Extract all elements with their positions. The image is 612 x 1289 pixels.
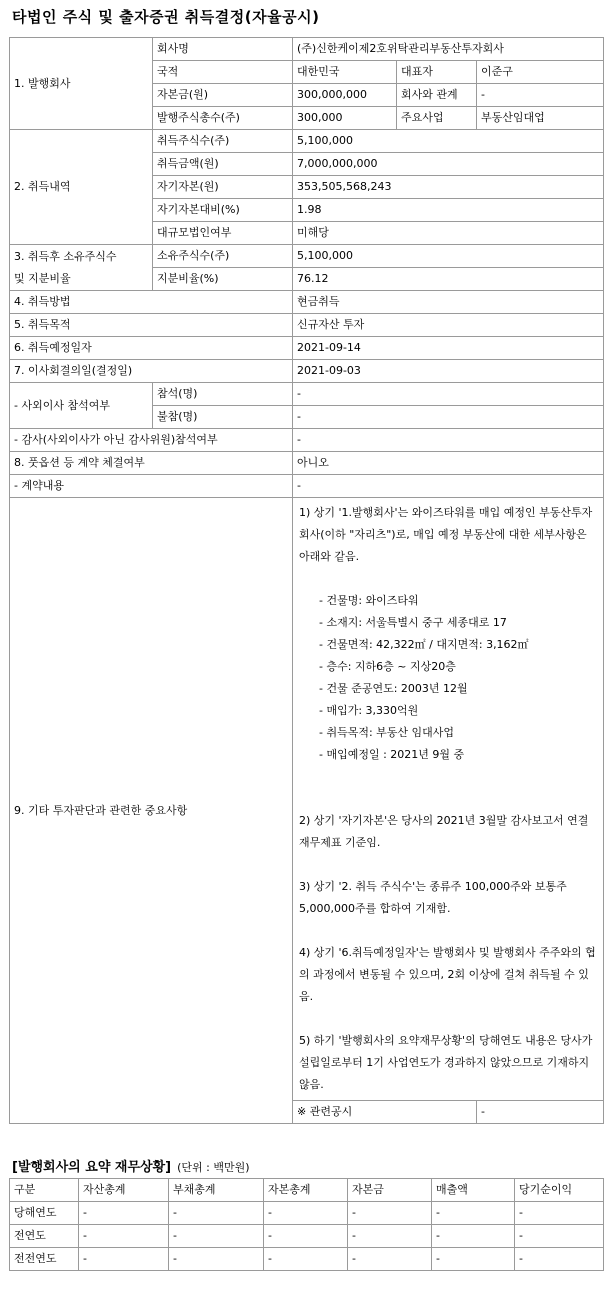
header-cell: 매출액 — [432, 1179, 515, 1202]
financial-header-row — [10, 1179, 604, 1202]
header-cell: 구분 — [10, 1179, 79, 1202]
purpose-value: 신규자산 투자 — [293, 314, 604, 337]
building-detail-item: - 건물명: 와이즈타워 — [319, 594, 419, 607]
company-name-label: 회사명 — [153, 38, 293, 61]
board-date-value: 2021-09-03 — [293, 360, 604, 383]
acquisition-section-label: 2. 취득내역 — [10, 130, 153, 245]
board-date-label: 7. 이사회결의일(결정일) — [10, 360, 293, 383]
note-1: 1) 상기 '1.발행회사'는 와이즈타워를 매입 예정인 부동산투자회사(이하 "자리츠")로, 매입 예정 부동산에 대한 세부사항은 아래와 같음. — [299, 506, 593, 563]
equity-value: 353,505,568,243 — [293, 176, 604, 199]
planned-date-label: 6. 취득예정일자 — [10, 337, 293, 360]
related-value: - — [477, 1101, 604, 1124]
table-cell: - — [432, 1225, 515, 1248]
table-row — [10, 1248, 604, 1271]
ceo-value: 이준구 — [477, 61, 604, 84]
owned-shares-label: 소유주식수(주) — [153, 245, 293, 268]
auditor-value: - — [293, 429, 604, 452]
disclosure-table — [9, 37, 604, 1124]
table-cell: - — [515, 1225, 604, 1248]
capital-label: 자본금(원) — [153, 84, 293, 107]
table-cell: - — [264, 1202, 348, 1225]
table-row — [10, 1202, 604, 1225]
note-4: 4) 상기 '6.취득예정일자'는 발행회사 및 발행회사 주주와의 협의 과정에서 변동될 수 있으며, 2회 이상에 걸쳐 취득될 수 있음. — [299, 946, 596, 1003]
table-cell: - — [79, 1248, 169, 1271]
contract-label: - 계약내용 — [10, 475, 293, 498]
table-cell: - — [264, 1225, 348, 1248]
large-corp-label: 대규모법인여부 — [153, 222, 293, 245]
building-detail-item: - 소재지: 서울특별시 중구 세종대로 17 — [319, 616, 507, 629]
method-value: 현금취득 — [293, 291, 604, 314]
table-cell: - — [432, 1202, 515, 1225]
issuer-section-label: 1. 발행회사 — [10, 38, 153, 130]
table-cell: - — [348, 1202, 432, 1225]
business-value: 부동산임대업 — [477, 107, 604, 130]
holding-section-line1: 3. 취득후 소유주식수 — [14, 249, 117, 263]
business-label: 주요사업 — [397, 107, 477, 130]
acq-qty-label: 취득주식수(주) — [153, 130, 293, 153]
outside-director-label: - 사외이사 참석여부 — [10, 383, 153, 429]
table-cell: - — [515, 1202, 604, 1225]
header-cell: 자본총계 — [264, 1179, 348, 1202]
present-label: 참석(명) — [153, 383, 293, 406]
header-cell: 당기순이익 — [515, 1179, 604, 1202]
relation-value: - — [477, 84, 604, 107]
equity-ratio-value: 1.98 — [293, 199, 604, 222]
financial-title — [12, 1156, 250, 1175]
acq-amount-value: 7,000,000,000 — [293, 153, 604, 176]
table-cell: - — [169, 1225, 264, 1248]
acq-qty-value: 5,100,000 — [293, 130, 604, 153]
holding-section-line2: 및 지분비율 — [14, 271, 71, 285]
building-detail-item: - 건물면적: 42,322㎡ / 대지면적: 3,162㎡ — [319, 638, 529, 651]
shares-value: 300,000 — [293, 107, 397, 130]
related-label: ※ 관련공시 — [293, 1101, 477, 1124]
financial-table — [9, 1178, 604, 1271]
absent-value: - — [293, 406, 604, 429]
table-cell: - — [79, 1225, 169, 1248]
absent-label: 불참(명) — [153, 406, 293, 429]
acq-amount-label: 취득금액(원) — [153, 153, 293, 176]
capital-value: 300,000,000 — [293, 84, 397, 107]
building-detail-item: - 취득목적: 부동산 임대사업 — [319, 726, 455, 739]
header-cell: 부채총계 — [169, 1179, 264, 1202]
auditor-label: - 감사(사외이사가 아닌 감사위원)참석여부 — [10, 429, 293, 452]
table-cell: - — [515, 1248, 604, 1271]
table-cell: - — [169, 1202, 264, 1225]
table-cell: 당해연도 — [10, 1202, 79, 1225]
page-title: 타법인 주식 및 출자증권 취득결정(자율공시) — [12, 8, 320, 26]
planned-date-value: 2021-09-14 — [293, 337, 604, 360]
financial-title-text: [발행회사의 요약 재무상황] — [12, 1160, 172, 1175]
building-detail-item: - 건물 준공연도: 2003년 12월 — [319, 682, 468, 695]
stake-label: 지분비율(%) — [153, 268, 293, 291]
large-corp-value: 미해당 — [293, 222, 604, 245]
table-row — [10, 1225, 604, 1248]
relation-label: 회사와 관계 — [397, 84, 477, 107]
purpose-label: 5. 취득목적 — [10, 314, 293, 337]
table-cell: - — [79, 1202, 169, 1225]
note-3: 3) 상기 '2. 취득 주식수'는 종류주 100,000주와 보통주 5,000,000주를 합하여 기재함. — [299, 880, 567, 915]
table-cell: - — [432, 1248, 515, 1271]
ceo-label: 대표자 — [397, 61, 477, 84]
shares-label: 발행주식총수(주) — [153, 107, 293, 130]
put-option-value: 아니오 — [293, 452, 604, 475]
table-cell: - — [169, 1248, 264, 1271]
financial-unit: (단위 : 백만원) — [177, 1161, 250, 1174]
table-cell: - — [348, 1248, 432, 1271]
nationality-label: 국적 — [153, 61, 293, 84]
building-detail-item: - 층수: 지하6층 ~ 지상20층 — [319, 660, 456, 673]
contract-value: - — [293, 475, 604, 498]
nationality-value: 대한민국 — [293, 61, 397, 84]
holding-section-label — [10, 245, 153, 291]
note-5: 5) 하기 '발행회사의 요약재무상황'의 당해연도 내용은 당사가 설립일로부터 1기 사업연도가 경과하지 않았으므로 기재하지 않음. — [299, 1034, 593, 1091]
table-cell: 전전연도 — [10, 1248, 79, 1271]
equity-ratio-label: 자기자본대비(%) — [153, 199, 293, 222]
owned-shares-value: 5,100,000 — [293, 245, 604, 268]
header-cell: 자본금 — [348, 1179, 432, 1202]
company-name-value: (주)신한케이제2호위탁관리부동산투자회사 — [293, 38, 604, 61]
stake-value: 76.12 — [293, 268, 604, 291]
table-cell: - — [348, 1225, 432, 1248]
table-cell: - — [264, 1248, 348, 1271]
header-cell: 자산총계 — [79, 1179, 169, 1202]
other-info-label: 9. 기타 투자판단과 관련한 중요사항 — [10, 498, 293, 1124]
other-info-notes — [293, 498, 604, 1101]
put-option-label: 8. 풋옵션 등 계약 체결여부 — [10, 452, 293, 475]
present-value: - — [293, 383, 604, 406]
note-2: 2) 상기 '자기자본'은 당사의 2021년 3월말 감사보고서 연결재무제표 기준임. — [299, 814, 589, 849]
building-detail-item: - 매입예정일 : 2021년 9월 중 — [319, 748, 465, 761]
method-label: 4. 취득방법 — [10, 291, 293, 314]
building-detail-item: - 매입가: 3,330억원 — [319, 704, 419, 717]
table-cell: 전연도 — [10, 1225, 79, 1248]
equity-label: 자기자본(원) — [153, 176, 293, 199]
